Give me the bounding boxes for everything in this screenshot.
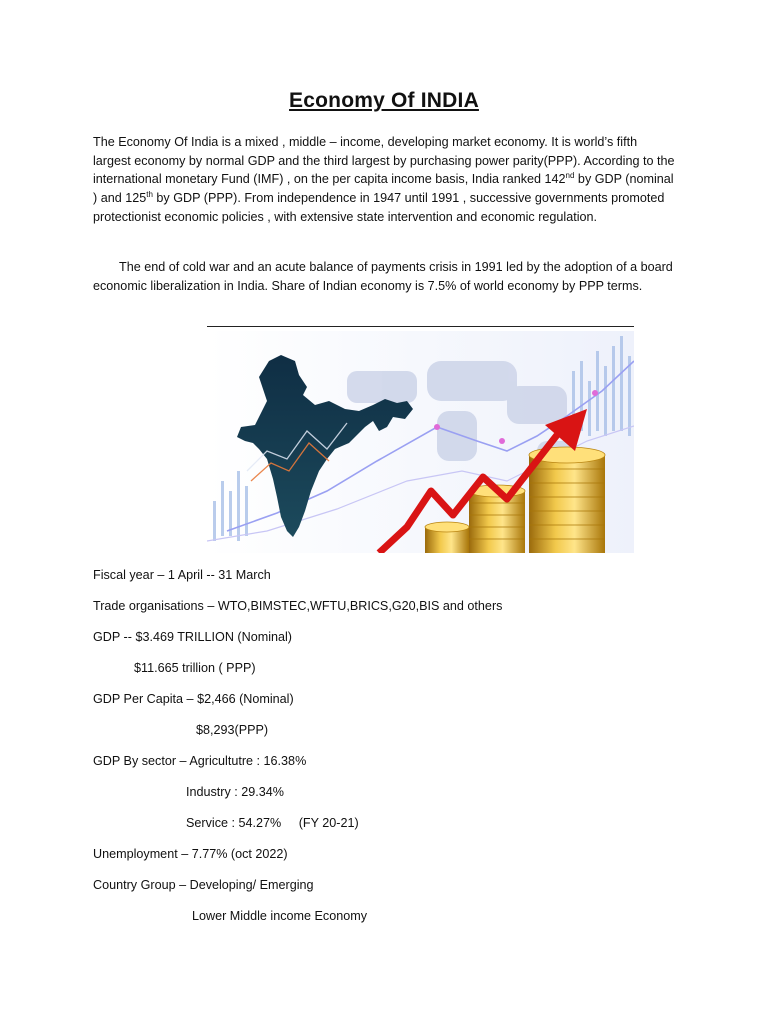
intro-paragraph xyxy=(93,133,675,227)
gdp-ppp-line: $11.665 trillion ( PPP) xyxy=(134,661,256,675)
trade-organisations-line: Trade organisations – WTO,BIMSTEC,WFTU,BRICS,G20,BIS and others xyxy=(93,599,503,613)
country-group-line: Country Group – Developing/ Emerging xyxy=(93,878,314,892)
ordinal-suffix-th: th xyxy=(146,189,153,199)
intro-text-part2: by GDP (nominal ) and 125 xyxy=(93,172,674,206)
gdp-per-capita-nominal-line: GDP Per Capita – $2,466 (Nominal) xyxy=(93,692,294,706)
gdp-nominal-line: GDP -- $3.469 TRILLION (Nominal) xyxy=(93,630,293,644)
gdp-sector-service-line: Service : 54.27% (FY 20-21) xyxy=(186,816,359,830)
unemployment-line: Unemployment – 7.77% (oct 2022) xyxy=(93,847,288,861)
fiscal-year-line: Fiscal year – 1 April -- 31 March xyxy=(93,568,271,582)
economy-illustration xyxy=(207,331,634,553)
horizontal-divider xyxy=(207,326,634,327)
liberalization-paragraph: The end of cold war and an acute balance of payments crisis in 1991 led by the adoption of a board economic liberalization in India. Share of Indian economy is 7.5% of world economy by PPP terms. xyxy=(93,260,673,293)
gdp-sector-industry-line: Industry : 29.34% xyxy=(186,785,285,799)
intro-text-part3: by GDP (PPP). From independence in 1947 until 1991 , successive governments promoted protectionist economic policies , with extensive state intervention and economic regulation. xyxy=(93,191,665,224)
gdp-sector-agriculture-line: GDP By sector – Agricultutre : 16.38% xyxy=(93,754,307,768)
income-group-line: Lower Middle income Economy xyxy=(192,909,367,923)
intro-text-part1: The Economy Of India is a mixed , middle – income, developing market economy. It is world’s fifth largest economy by normal GDP and the third largest by purchasing power parity(PPP). According to the international monetary Fund (IMF) , on the per capita income basis, India ranked 142 xyxy=(93,135,675,187)
page-title: Economy Of INDIA xyxy=(289,89,479,112)
ordinal-suffix-nd: nd xyxy=(565,171,575,181)
gdp-per-capita-ppp-line: $8,293(PPP) xyxy=(196,723,269,737)
